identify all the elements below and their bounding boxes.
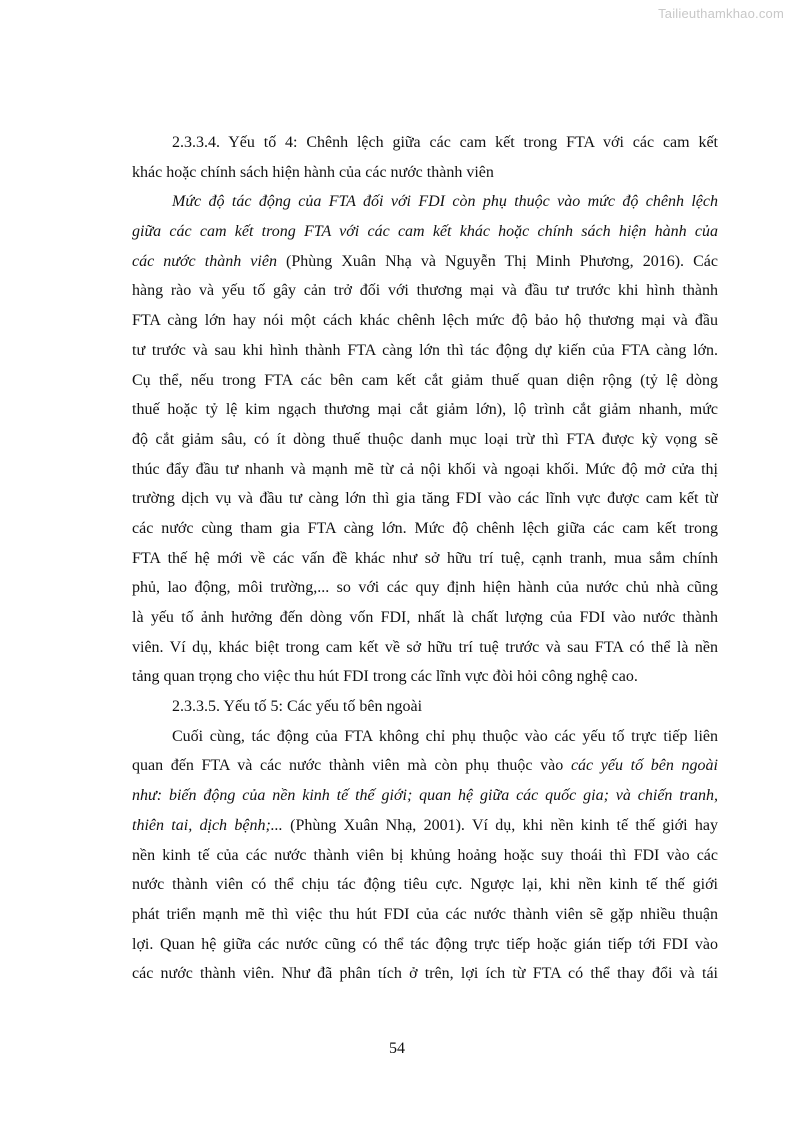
text-line xyxy=(132,900,718,930)
text-segment: quan đến FTA và các nước thành viên mà còn phụ thuộc vào xyxy=(132,757,571,775)
text-segment: các nước cùng tham gia FTA càng lớn. Mức độ chênh lệch giữa các cam kết trong xyxy=(132,519,718,537)
italic-text: Mức độ tác động của FTA đối với FDI còn phụ thuộc vào mức độ chênh lệch xyxy=(172,193,718,211)
text-line xyxy=(132,811,718,841)
text-line xyxy=(132,544,718,574)
text-segment: thúc đẩy đầu tư nhanh và mạnh mẽ từ cả nội khối và ngoại khối. Mức độ mở cửa thị xyxy=(132,460,718,478)
text-line xyxy=(132,751,718,781)
text-segment: khác hoặc chính sách hiện hành của các nước thành viên xyxy=(132,163,494,181)
text-segment: trường dịch vụ và đầu tư càng lớn thì gia tăng FDI vào các lĩnh vực được cam kết từ xyxy=(132,490,718,508)
text-line xyxy=(132,128,718,158)
text-segment: nền kinh tế của các nước thành viên bị khủng hoảng hoặc suy thoái thì FDI vào các xyxy=(132,846,718,864)
italic-text: thiên tai, dịch bệnh;... xyxy=(132,816,283,834)
text-segment: phát triển mạnh mẽ thì việc thu hút FDI của các nước thành viên sẽ gặp nhiều thuận xyxy=(132,905,718,923)
text-line xyxy=(132,306,718,336)
text-line xyxy=(132,930,718,960)
italic-text: như: biến động của nền kinh tế thế giới; quan hệ giữa các quốc gia; và chiến tranh, xyxy=(132,787,718,805)
text-line xyxy=(132,366,718,396)
text-line xyxy=(132,217,718,247)
text-line xyxy=(132,158,718,188)
text-line xyxy=(132,573,718,603)
text-line xyxy=(132,603,718,633)
italic-text: các yếu tố bên ngoài xyxy=(570,757,718,775)
text-line xyxy=(132,781,718,811)
text-segment: 2.3.3.5. Yếu tố 5: Các yếu tố bên ngoài xyxy=(172,698,423,716)
italic-text: giữa các cam kết trong FTA với các cam kết khác hoặc chính sách hiện hành của xyxy=(132,223,718,241)
section-heading xyxy=(132,692,718,722)
italic-text: các nước thành viên xyxy=(132,252,277,270)
text-segment: Cuối cùng, tác động của FTA không chỉ phụ thuộc vào các yếu tố trực tiếp liên xyxy=(172,727,718,745)
text-line xyxy=(132,722,718,752)
text-segment: (Phùng Xuân Nhạ và Nguyễn Thị Minh Phương, 2016). Các xyxy=(276,252,718,270)
text-segment: tư trước và sau khi hình thành FTA càng lớn thì tác động dự kiến của FTA càng lớn. xyxy=(132,341,718,359)
document-body xyxy=(132,128,718,989)
text-line xyxy=(132,187,718,217)
text-line xyxy=(132,276,718,306)
text-line xyxy=(132,336,718,366)
text-segment: FTA thế hệ mới về các vấn đề khác như sở hữu trí tuệ, cạnh tranh, mua sắm chính xyxy=(132,549,718,567)
text-line xyxy=(132,425,718,455)
text-line xyxy=(132,662,718,692)
text-segment: nước thành viên có thể chịu tác động tiêu cực. Ngược lại, khi nền kinh tế thế giới xyxy=(132,876,718,894)
text-line xyxy=(132,455,718,485)
text-segment: là yếu tố ảnh hưởng đến dòng vốn FDI, nhất là chất lượng của FDI vào nước thành xyxy=(132,609,718,626)
text-line xyxy=(132,959,718,989)
watermark: Tailieuthamkhao.com xyxy=(658,6,784,21)
text-segment: 2.3.3.4. Yếu tố 4: Chênh lệch giữa các cam kết trong FTA với các cam kết xyxy=(172,134,718,151)
text-line xyxy=(132,841,718,871)
text-segment: (Phùng Xuân Nhạ, 2001). Ví dụ, khi nền kinh tế thế giới hay xyxy=(282,816,718,834)
text-line xyxy=(132,514,718,544)
text-line xyxy=(132,484,718,514)
text-segment: hàng rào và yếu tố gây cản trở đối với thương mại và đầu tư trước khi hình thành xyxy=(132,282,718,300)
text-segment: các nước thành viên. Như đã phân tích ở trên, lợi ích từ FTA có thể thay đổi và tái xyxy=(132,965,718,983)
text-segment: tảng quan trọng cho việc thu hút FDI trong các lĩnh vực đòi hỏi công nghệ cao. xyxy=(132,668,638,686)
text-segment: lợi. Quan hệ giữa các nước cũng có thể tác động trực tiếp hoặc gián tiếp tới FDI vào xyxy=(132,935,718,953)
text-line xyxy=(132,870,718,900)
text-segment: FTA càng lớn hay nói một cách khác chênh lệch mức độ bảo hộ thương mại và đầu xyxy=(132,312,718,330)
text-segment: thuế hoặc tỷ lệ kim ngạch thương mại cắt giảm lớn), lộ trình cắt giảm nhanh, mức xyxy=(132,401,718,419)
text-segment: phủ, lao động, môi trường,... so với các quy định hiện hành của nước chủ nhà cũng xyxy=(132,579,718,597)
text-line xyxy=(132,395,718,425)
page-number: 54 xyxy=(389,1040,405,1057)
text-line xyxy=(132,633,718,663)
text-segment: độ cắt giảm sâu, có ít dòng thuế thuộc danh mục loại trừ thì FTA được kỳ vọng sẽ xyxy=(132,430,718,448)
text-segment: viên. Ví dụ, khác biệt trong cam kết về sở hữu trí tuệ trước và sau FTA có thể là nền xyxy=(132,638,718,656)
text-segment: Cụ thể, nếu trong FTA các bên cam kết cắt giảm thuế quan diện rộng (tỷ lệ dòng xyxy=(132,371,718,389)
text-line xyxy=(132,247,718,277)
